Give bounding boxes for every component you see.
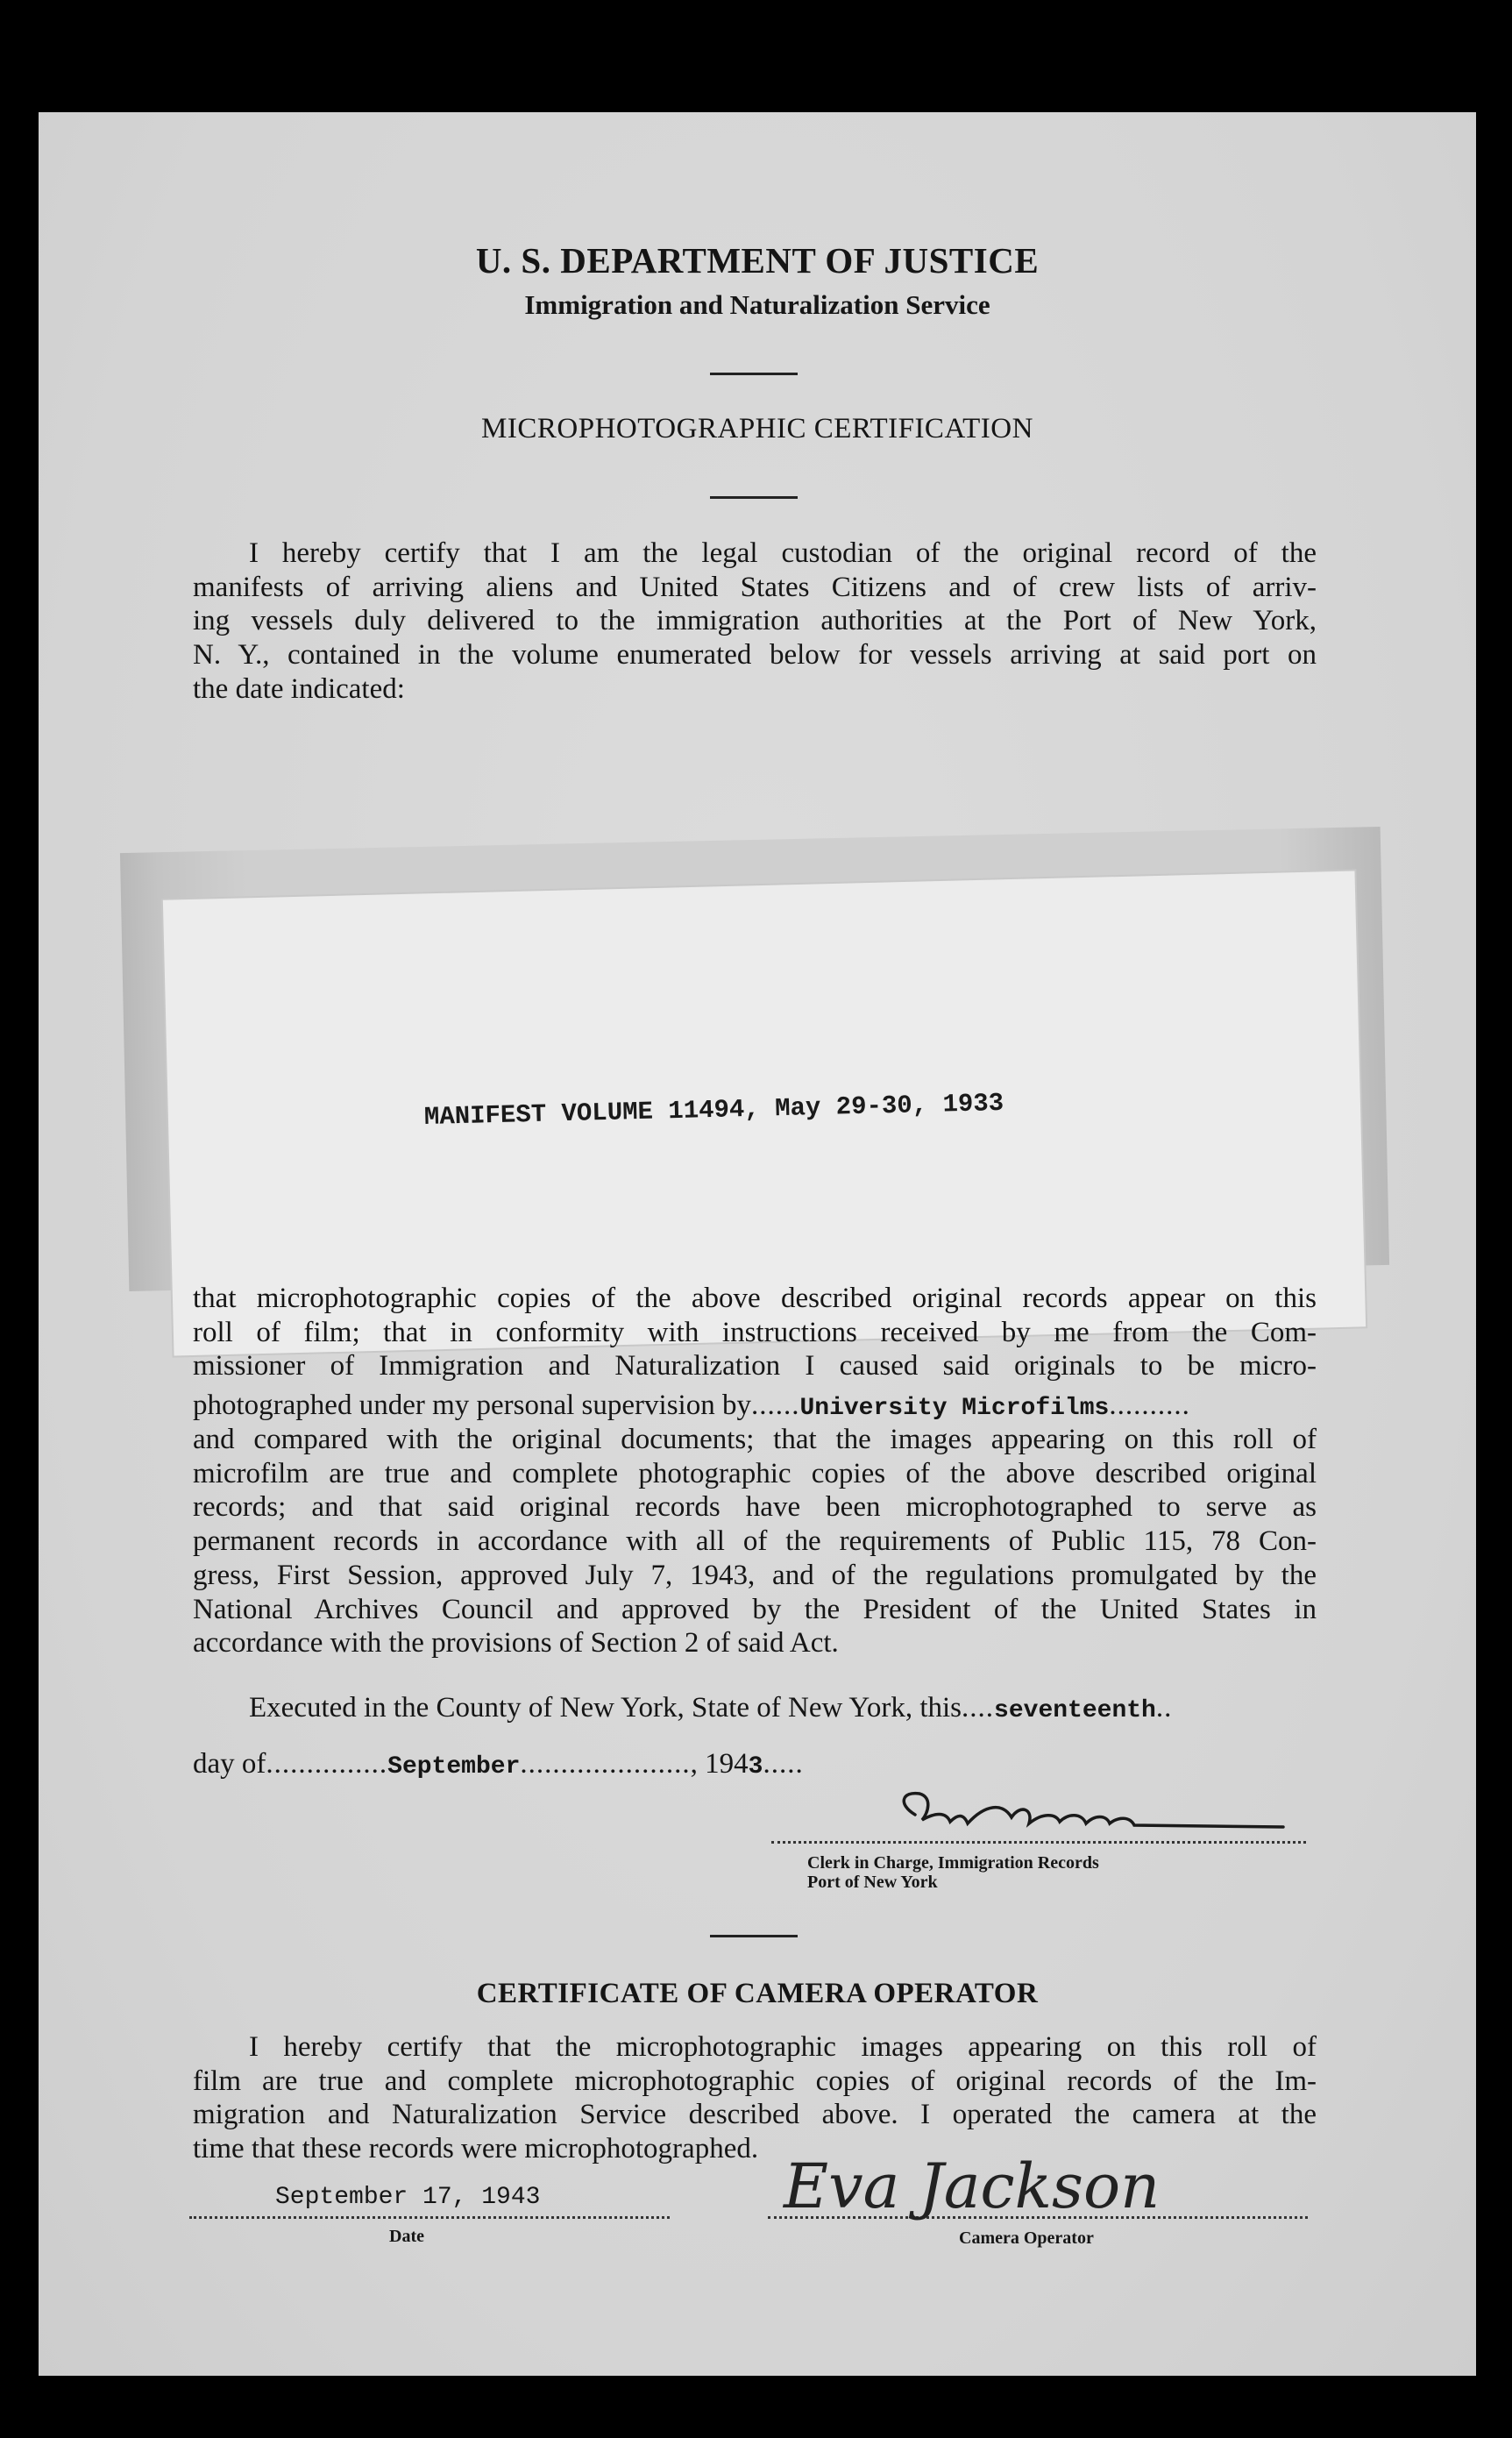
intro-line-4: N. Y., contained in the volume enumerated below for vessels arriving at said port on [193, 639, 1317, 672]
executed-dots-end: .. [1155, 1692, 1173, 1724]
intro-line-3: ing vessels duly delivered to the immigration authorities at the Port of New York, [193, 605, 1317, 637]
camera-operator-paragraph [193, 2030, 1317, 2166]
certification-heading: MICROPHOTOGRAPHIC CERTIFICATION [481, 413, 1033, 444]
executed-line [249, 1692, 1172, 1724]
clerk-caption [807, 1853, 1099, 1892]
year-digit-value: 3 [748, 1753, 763, 1781]
camera-line-4: time that these records were microphotographed. [193, 2133, 759, 2165]
executed-prefix: Executed in the County of New York, State of New York, this [249, 1692, 962, 1724]
clerk-caption-line-2: Port of New York [807, 1873, 938, 1892]
intro-line-5: the date indicated: [193, 672, 405, 705]
operator-signature: Eva Jackson [784, 2150, 1161, 2222]
day-of-dots-lead: ............... [266, 1748, 388, 1780]
body-paragraph-continued [193, 1423, 1317, 1660]
body-line-8: permanent records in accordance with all of the requirements of Public 115, 78 Con- [193, 1525, 1317, 1558]
day-of-line [193, 1748, 804, 1781]
body-line-10: National Archives Council and approved by the President of the United States in [193, 1593, 1317, 1625]
service-subtitle: Immigration and Naturalization Service [524, 289, 990, 320]
intro-paragraph [193, 537, 1317, 707]
intro-line-1: I hereby certify that I am the legal custodian of the original record of the [249, 537, 1317, 569]
supervision-dots-lead: ...... [750, 1390, 800, 1421]
date-value: September 17, 1943 [275, 2184, 541, 2211]
year-dots: ..... [763, 1748, 804, 1780]
year-prefix: , 194 [690, 1748, 749, 1780]
day-of-dots-trail: ..................... [520, 1748, 691, 1780]
camera-line-3: migration and Naturalization Service described above. I operated the camera at the [193, 2099, 1317, 2131]
executed-dots: .... [962, 1692, 995, 1724]
divider-camera [710, 1935, 798, 1937]
supervision-line [193, 1390, 1317, 1422]
camera-operator-heading: CERTIFICATE OF CAMERA OPERATOR [476, 1978, 1039, 2009]
clerk-caption-line-1: Clerk in Charge, Immigration Records [807, 1853, 1099, 1873]
executed-day-value: seventeenth [994, 1697, 1156, 1724]
body-line-1: that microphotographic copies of the above described original records appear on this [193, 1283, 1317, 1314]
body-line-3: missioner of Immigration and Naturalization I caused said originals to be micro- [193, 1350, 1317, 1382]
body-paragraph [193, 1282, 1317, 1383]
divider-second [710, 496, 798, 499]
camera-line-1: I hereby certify that the microphotographic images appearing on this roll of [249, 2031, 1317, 2063]
date-line [189, 2216, 670, 2219]
body-line-11: accordance with the provisions of Section 2 of said Act. [193, 1627, 839, 1660]
body-line-6: microfilm are true and complete photographic copies of the above described original [193, 1457, 1317, 1489]
operator-label: Camera Operator [959, 2228, 1094, 2248]
date-label: Date [389, 2227, 424, 2246]
certificate-page [39, 112, 1476, 2376]
camera-line-2: film are true and complete microphotographic copies of original records of the Im- [193, 2065, 1317, 2097]
body-line-7: records; and that said original records have been microphotographed to serve as [193, 1491, 1317, 1524]
volume-slip-text: MANIFEST VOLUME 11494, May 29-30, 1933 [423, 1088, 1004, 1132]
filmed-by-value: University Microfilms [799, 1395, 1110, 1422]
day-of-label: day of [193, 1748, 266, 1780]
body-line-5: and compared with the original documents; that the images appearing on this roll of [193, 1424, 1317, 1455]
body-line-2: roll of film; that in conformity with instructions received by me from the Com- [193, 1316, 1317, 1348]
month-value: September [387, 1753, 521, 1781]
supervision-dots-trail: .......... [1109, 1390, 1190, 1421]
divider-top [710, 373, 798, 375]
clerk-signature [880, 1778, 1301, 1848]
body-line-9: gress, First Session, approved July 7, 1943, and of the regulations promulgated by the [193, 1559, 1317, 1591]
intro-line-2: manifests of arriving aliens and United States Citizens and of crew lists of arriv- [193, 571, 1317, 603]
agency-title: U. S. DEPARTMENT OF JUSTICE [475, 240, 1040, 281]
supervision-prefix: photographed under my personal supervision by [193, 1390, 751, 1421]
